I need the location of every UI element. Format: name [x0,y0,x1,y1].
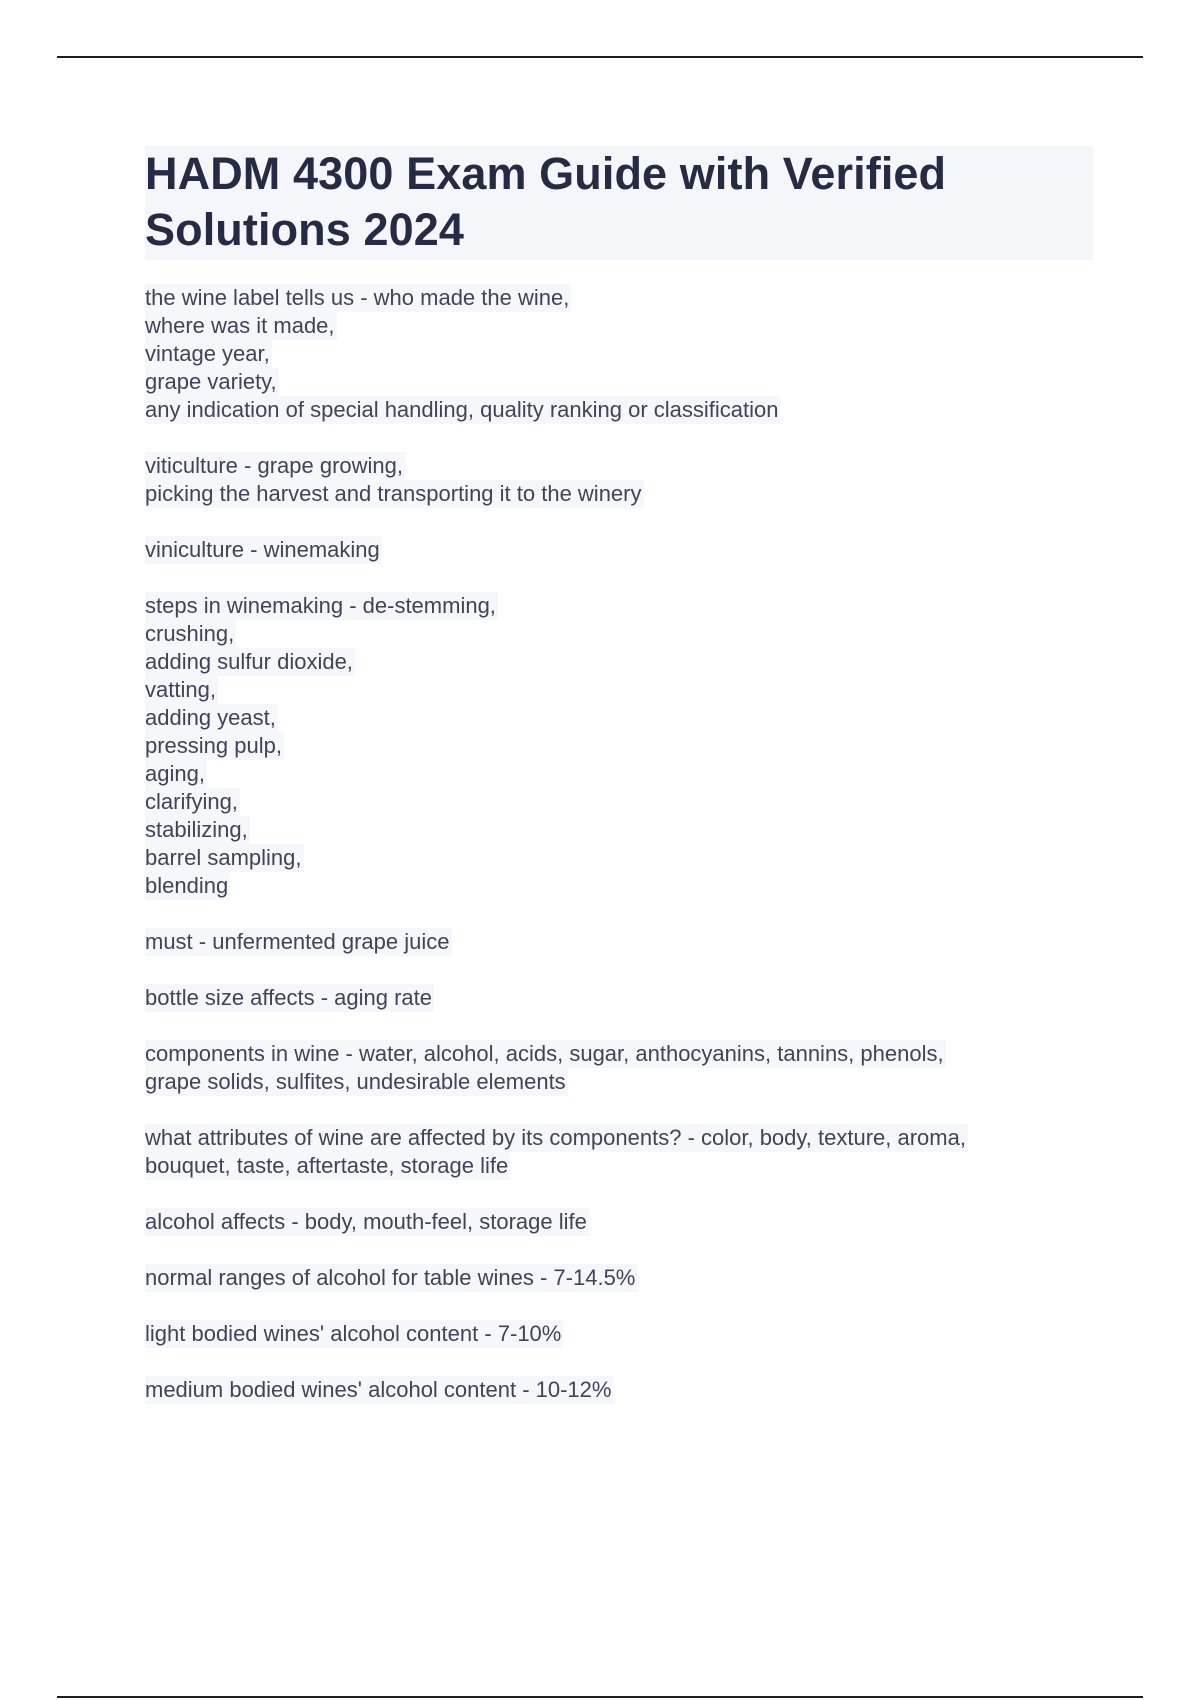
card-line: adding yeast, [145,705,276,730]
card-line: viniculture - winemaking [145,537,380,562]
flashcard-bottle-size [145,984,1093,1012]
flashcard-attributes [145,1124,1093,1180]
card-line: pressing pulp, [145,733,282,758]
card-line: vintage year, [145,341,270,366]
flashcard-winemaking-steps [145,592,1093,900]
top-rule [57,56,1143,58]
card-line: blending [145,873,229,898]
flashcard-alcohol-affects [145,1208,1093,1236]
card-line: stabilizing, [145,817,248,842]
title-line: HADM 4300 Exam Guide with Verified [145,148,947,199]
card-line: picking the harvest and transporting it to the winery [145,481,642,506]
card-line: viticulture - grape growing, [145,453,404,478]
card-line: bottle size affects - aging rate [145,985,432,1010]
flashcard-medium-bodied [145,1376,1093,1404]
card-line: must - unfermented grape juice [145,929,450,954]
card-line: medium bodied wines' alcohol content - 10-12% [145,1377,612,1402]
card-line: grape variety, [145,369,277,394]
card-line: aging, [145,761,205,786]
card-line: components in wine - water, alcohol, acids, sugar, anthocyanins, tannins, phenols, [145,1041,944,1066]
card-line: crushing, [145,621,235,646]
title-block [145,146,1093,260]
card-line: steps in winemaking - de-stemming, [145,593,496,618]
card-line: any indication of special handling, quality ranking or classification [145,397,779,422]
flashcard-components [145,1040,1093,1096]
card-line: grape solids, sulfites, undesirable elements [145,1069,566,1094]
card-line: light bodied wines' alcohol content - 7-10% [145,1321,562,1346]
document-title [145,146,1093,258]
card-line: barrel sampling, [145,845,302,870]
card-line: adding sulfur dioxide, [145,649,353,674]
flashcard-light-bodied [145,1320,1093,1348]
flashcard-must [145,928,1093,956]
card-line: where was it made, [145,313,335,338]
flashcard-alcohol-ranges [145,1264,1093,1292]
card-line: alcohol affects - body, mouth-feel, storage life [145,1209,587,1234]
bottom-rule [57,1696,1143,1698]
flashcard-viticulture [145,452,1093,508]
card-line: normal ranges of alcohol for table wines - 7-14.5% [145,1265,636,1290]
card-line: clarifying, [145,789,238,814]
flashcard-wine-label [145,284,1093,424]
flashcard-viniculture [145,536,1093,564]
document-body [145,146,1093,1432]
card-line: the wine label tells us - who made the wine, [145,285,570,310]
card-line: what attributes of wine are affected by its components? - color, body, texture, aroma, [145,1125,966,1150]
title-line: Solutions 2024 [145,204,464,255]
card-line: vatting, [145,677,216,702]
card-line: bouquet, taste, aftertaste, storage life [145,1153,509,1178]
